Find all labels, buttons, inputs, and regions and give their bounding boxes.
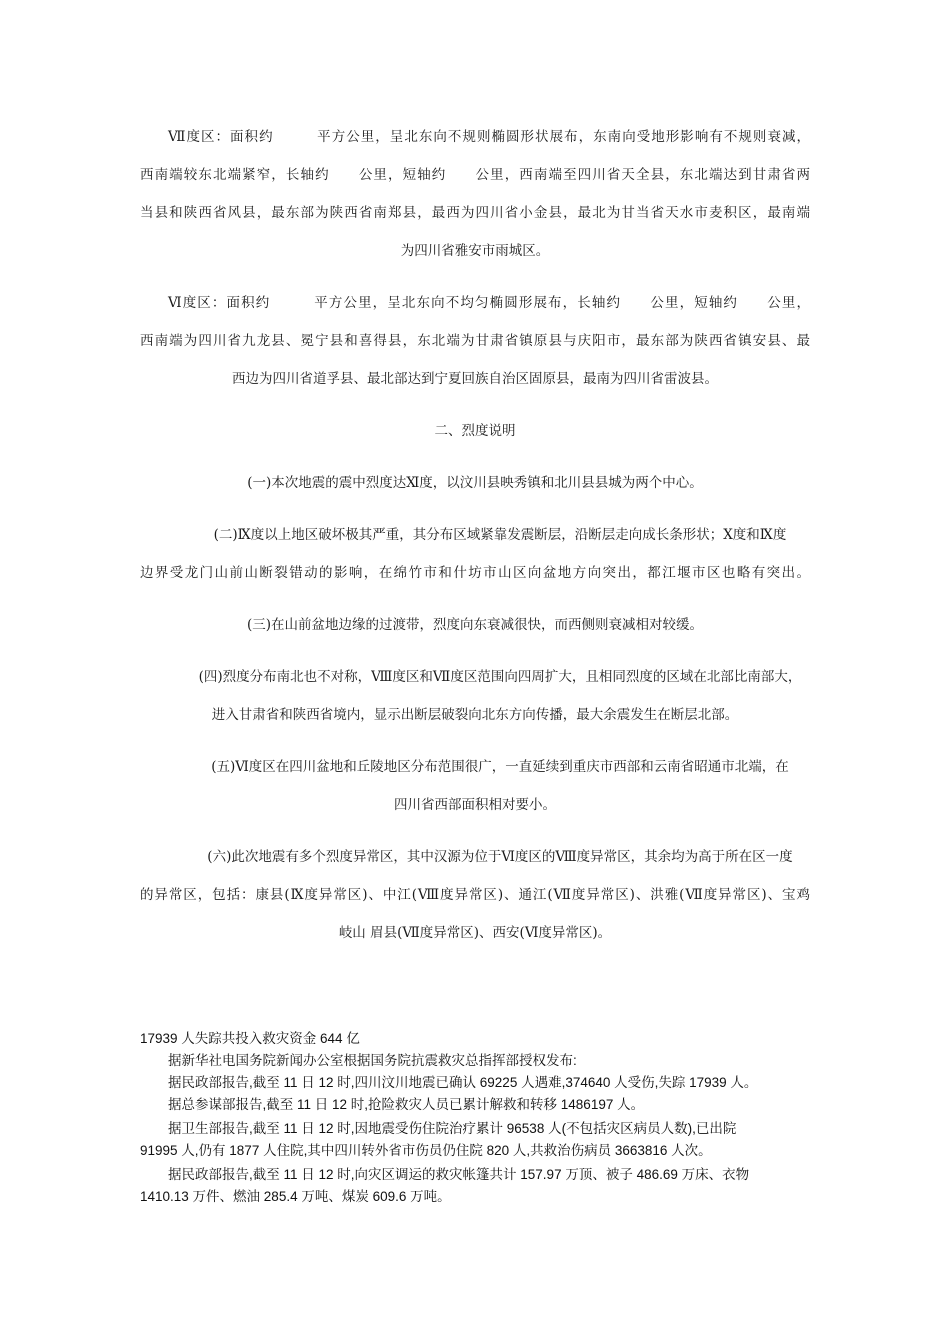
item-3-paragraph <box>140 610 810 648</box>
text-line: (一)本次地震的震中烈度达Ⅺ度，以汶川县映秀镇和北川县县城为两个中心。 <box>247 475 703 491</box>
text-line: 四川省西部面积相对要小。 <box>394 797 556 813</box>
text-line: 岐山 眉县(Ⅶ度异常区)、西安(Ⅵ度异常区)。 <box>338 925 612 941</box>
text-line: Ⅵ度区：面积约 平方公里，呈北东向不均匀椭圆形展布，长轴约 公里，短轴约 公里， <box>168 295 810 311</box>
zone7-paragraph <box>140 122 810 274</box>
text-line: 当县和陕西省风县，最东部为陕西省南郑县，最西为四川省小金县，最北为甘当省天水市麦积区，最南端 <box>140 205 810 221</box>
text-line: 边界受龙门山前山断裂错动的影响，在绵竹市和什坊市山区向盆地方向突出，都江堰市区也略有突出。 <box>140 565 810 581</box>
report-general-staff: 据总参谋部报告,截至 11 日 12 时,抢险救灾人员已累计解救和转移 1486197 人。 <box>168 1097 645 1112</box>
item-6-paragraph <box>140 842 810 956</box>
report-health-line-1: 据卫生部报告,截至 11 日 12 时,因地震受伤住院治疗累计 96538 人(不包括灾区病员人数),已出院 <box>168 1121 737 1136</box>
text-line: (二)Ⅸ度以上地区破坏极其严重，其分布区域紧靠发震断层，沿断层走向成长条形状；Ⅹ度和Ⅸ度 <box>213 527 787 543</box>
item-2-paragraph <box>140 520 810 596</box>
report-health-line-2: 91995 人,仍有 1877 人住院,其中四川转外省市伤员仍住院 820 人,共救治伤病员 3663816 人次。 <box>140 1143 712 1158</box>
text-line: 西南端为四川省九龙县、冕宁县和喜得县，东北端为甘肃省镇原县与庆阳市，最东部为陕西省镇安县、最 <box>140 333 810 349</box>
text-line: (五)Ⅵ度区在四川盆地和丘陵地区分布范围很广，一直延续到重庆市西部和云南省昭通市北端，在 <box>211 759 789 775</box>
item-4-paragraph <box>140 662 810 738</box>
text-line: 西南端较东北端紧窄，长轴约 公里，短轴约 公里，西南端至四川省天全县，东北端达到甘肃省两 <box>140 167 810 183</box>
report-intro: 据新华社电国务院新闻办公室根据国务院抗震救灾总指挥部授权发布: <box>168 1053 577 1068</box>
text-line: Ⅶ度区：面积约 平方公里，呈北东向不规则椭圆形状展布，东南向受地形影响有不规则衰减， <box>168 129 810 145</box>
text-line: 的异常区，包括：康县(Ⅸ度异常区)、中江(Ⅷ度异常区)、通江(Ⅶ度异常区)、洪雅(Ⅶ度异常区)、宝鸡 <box>140 887 810 903</box>
item-5-paragraph <box>140 752 810 828</box>
report-headline: 17939 人失踪共投入救灾资金 644 亿 <box>140 1031 360 1046</box>
text-line: 进入甘肃省和陕西省境内，显示出断层破裂向北东方向传播，最大余震发生在断层北部。 <box>211 707 739 723</box>
text-line: (六)此次地震有多个烈度异常区，其中汉源为位于Ⅵ度区的Ⅷ度异常区，其余均为高于所在区一度 <box>207 849 793 865</box>
zone6-paragraph <box>140 288 810 402</box>
report-civil-affairs-casualties: 据民政部报告,截至 11 日 12 时,四川汶川地震已确认 69225 人遇难,374640 人受伤,失踪 17939 人。 <box>168 1075 758 1090</box>
report-supplies-line-1: 据民政部报告,截至 11 日 12 时,向灾区调运的救灾帐篷共计 157.97 万顶、被子 486.69 万床、衣物 <box>168 1167 750 1182</box>
item-1-paragraph <box>140 468 810 506</box>
section-heading: 二、烈度说明 <box>434 423 516 439</box>
text-line: (三)在山前盆地边缘的过渡带，烈度向东衰减很快，而西侧则衰减相对较缓。 <box>246 617 704 633</box>
text-line: 为四川省雅安市雨城区。 <box>400 243 550 259</box>
intensity-description-section <box>140 122 810 970</box>
text-line: (四)烈度分布南北也不对称，Ⅷ度区和Ⅶ度区范围向四周扩大，且相同烈度的区域在北部比南部大， <box>198 669 802 685</box>
report-supplies-line-2: 1410.13 万件、燃油 285.4 万吨、煤炭 609.6 万吨。 <box>140 1189 451 1204</box>
relief-report-section <box>140 1028 812 1208</box>
text-line: 西边为四川省道孚县、最北部达到宁夏回族自治区固原县，最南为四川省雷波县。 <box>232 371 718 387</box>
